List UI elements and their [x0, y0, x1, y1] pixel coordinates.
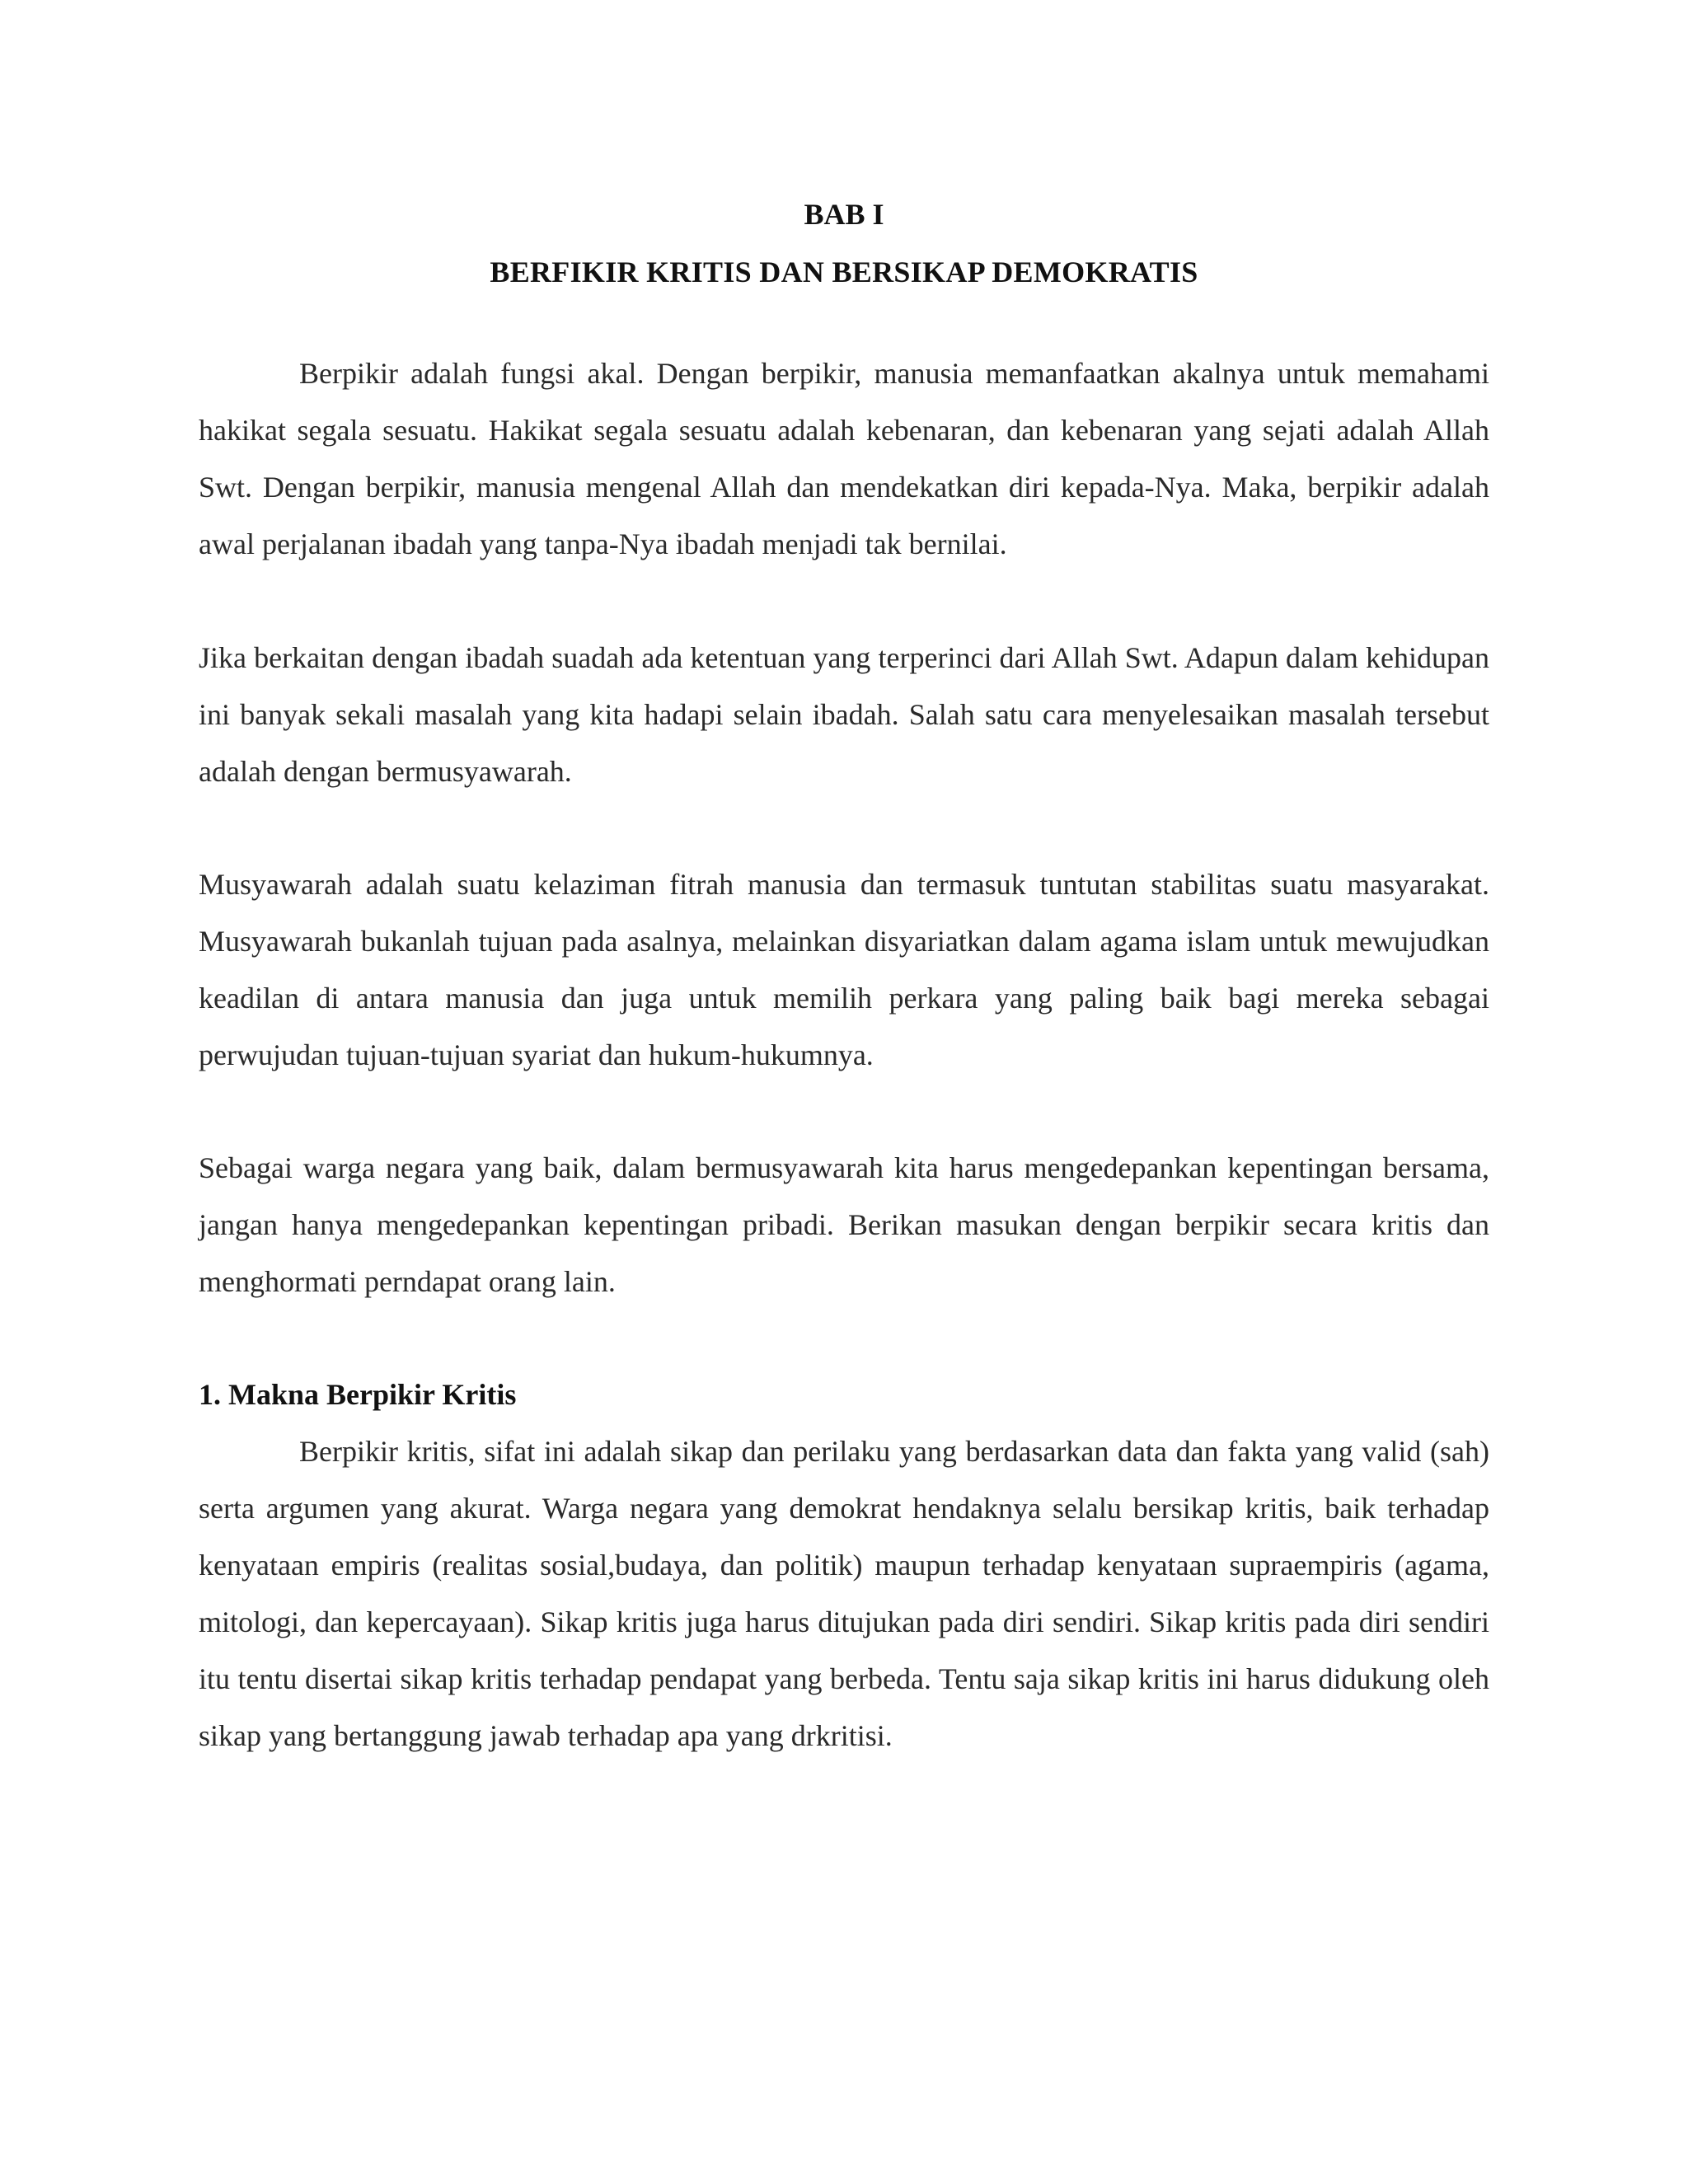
- chapter-title: BERFIKIR KRITIS DAN BERSIKAP DEMOKRATIS: [490, 255, 1198, 288]
- paragraph-berpikir-kritis: Berpikir kritis, sifat ini adalah sikap dan perilaku yang berdasarkan data dan fakta yang valid (sah) serta argumen yang akurat. Warga negara yang demokrat hendaknya selalu bersikap kritis, baik terhadap kenyataan empiris (realitas sosial,budaya, dan politik) maupun terhadap kenyataan supraempiris (agama, mitologi, dan kepercayaan). Sikap kritis juga harus ditujukan pada diri sendiri. Sikap kritis pada diri sendiri itu tentu disertai sikap kritis terhadap pendapat yang berbeda. Tentu saja sikap kritis ini harus didukung oleh sikap yang bertanggung jawab terhadap apa yang drkritisi.: [199, 1435, 1489, 1752]
- paragraph-warga-negara: Sebagai warga negara yang baik, dalam bermusyawarah kita harus mengedepankan kepentingan bersama, jangan hanya mengedepankan kepentingan pribadi. Berikan masukan dengan berpikir secara kritis dan menghormati perndapat orang lain.: [199, 1151, 1489, 1298]
- section-heading: 1. Makna Berpikir Kritis: [199, 1378, 517, 1411]
- paragraph-ibadah: Jika berkaitan dengan ibadah suadah ada ketentuan yang terperinci dari Allah Swt. Adapun dalam kehidupan ini banyak sekali masalah yang kita hadapi selain ibadah. Salah satu cara menyelesaikan masalah tersebut adalah dengan bermusyawarah.: [199, 641, 1489, 788]
- paragraph-musyawarah: Musyawarah adalah suatu kelaziman fitrah manusia dan termasuk tuntutan stabilitas suatu masyarakat. Musyawarah bukanlah tujuan pada asalnya, melainkan disyariatkan dalam agama islam untuk mewujudkan keadilan di antara manusia dan juga untuk memilih perkara yang paling baik bagi mereka sebagai perwujudan tujuan-tujuan syariat dan hukum-hukumnya.: [199, 868, 1489, 1071]
- page-content: [199, 191, 1489, 1765]
- chapter-number: BAB I: [804, 198, 884, 231]
- paragraph-berpikir: Berpikir adalah fungsi akal. Dengan berpikir, manusia memanfaatkan akalnya untuk memahami hakikat segala sesuatu. Hakikat segala sesuatu adalah kebenaran, dan kebenaran yang sejati adalah Allah Swt. Dengan berpikir, manusia mengenal Allah dan mendekatkan diri kepada-Nya. Maka, berpikir adalah awal perjalanan ibadah yang tanpa-Nya ibadah menjadi tak bernilai.: [199, 357, 1489, 560]
